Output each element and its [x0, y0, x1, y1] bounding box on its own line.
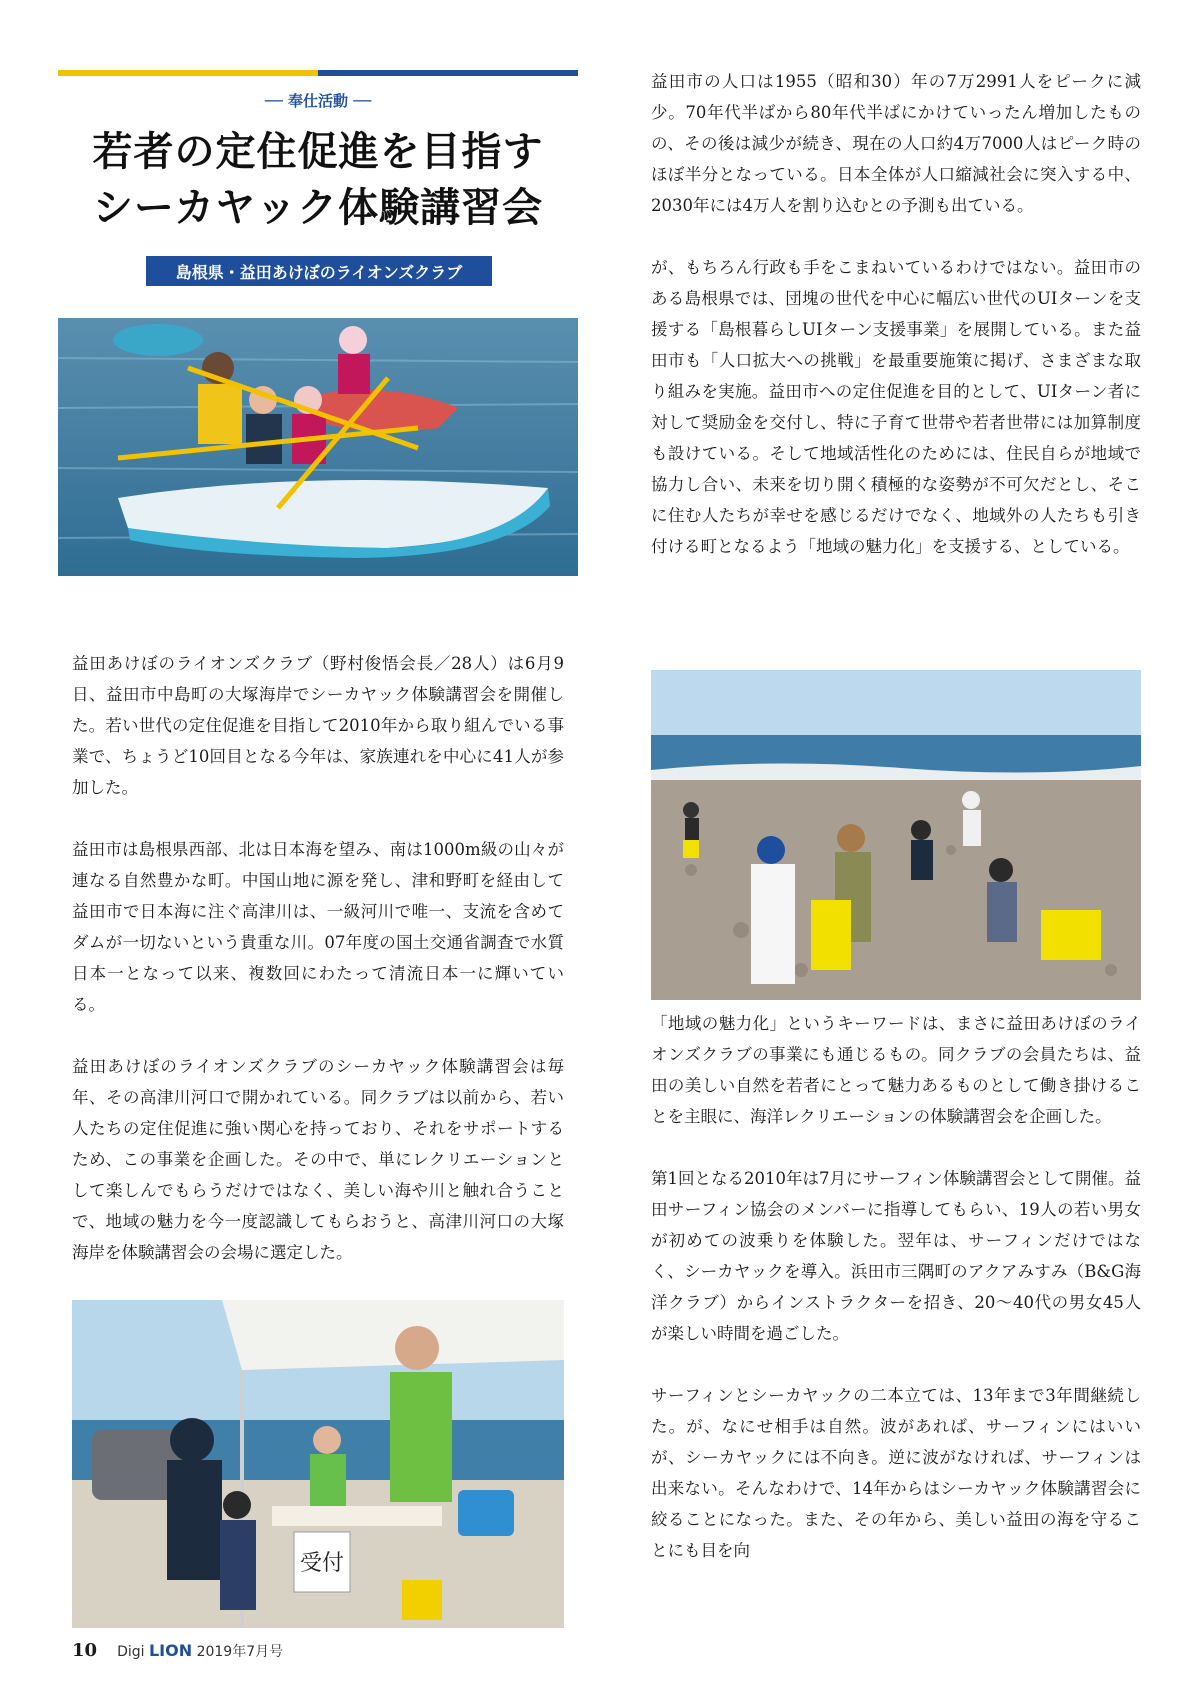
reception-tent-photo — [72, 1300, 564, 1628]
article-title — [58, 124, 578, 236]
paragraph: 益田市は島根県西部、北は日本海を望み、南は1000m級の山々が連なる自然豊かな町。中国山地に源を発し、津和野町を経由して益田市で日本海に注ぐ高津川は、一級河川で唯一、支流を含めてダムが一切ないという貴重な川。07年度の国土交通省調査で水質日本一となって以来、複数回にわたって清流日本一に輝いている。 — [72, 840, 564, 1014]
left-article-column — [72, 648, 564, 1268]
title-line-1: 若者の定住促進を目指す — [92, 128, 544, 175]
right-article-column-top — [651, 66, 1141, 562]
magazine-title: LION — [148, 1641, 193, 1660]
page-number: 10 — [72, 1640, 98, 1661]
kayak-photo — [58, 318, 578, 576]
magazine-prefix: Digi — [117, 1644, 145, 1660]
header-color-bar — [58, 70, 578, 76]
reception-sign: 受付 — [299, 1551, 345, 1576]
paragraph: 益田市の人口は1955（昭和30）年の7万2991人をピークに減少。70年代半ばから80年代半ばにかけていったん増加したものの、その後は減少が続き、現在の人口約4万7000人はピーク時のほぼ半分となっている。日本全体が人口縮減社会に突入する中、2030年には4万人を割り込むとの予測も出ている。 — [651, 72, 1141, 215]
section-kicker: ── 奉仕活動 ── — [264, 92, 372, 110]
paragraph: 第1回となる2010年は7月にサーフィン体験講習会として開催。益田サーフィン協会のメンバーに指導してもらい、19人の若い男女が初めての波乗りを体験した。翌年は、サーフィンだけではなく、シーカヤックを導入。浜田市三隅町のアクアみすみ（B&G海洋クラブ）からインストラクターを招き、20～40代の男女45人が楽しい時間を過ごした。 — [651, 1169, 1141, 1343]
paragraph: 益田あけぼのライオンズクラブ（野村俊悟会長／28人）は6月9日、益田市中島町の大塚海岸でシーカヤック体験講習会を開催した。若い世代の定住促進を目指して2010年から取り組んでいる事業で、ちょうど10回目となる今年は、家族連れを中心に41人が参加した。 — [72, 654, 564, 797]
right-article-column-bottom — [651, 1008, 1141, 1566]
paragraph: 「地域の魅力化」というキーワードは、まさに益田あけぼのライオンズクラブの事業にも通じるもの。同クラブの会員たちは、益田の美しい自然を若者にとって魅力あるものとして働き掛けることを主眼に、海洋レクリエーションの体験講習会を企画した。 — [651, 1014, 1141, 1126]
paragraph: サーフィンとシーカヤックの二本立ては、13年まで3年間継続した。が、なにせ相手は自然。波があれば、サーフィンにはいいが、シーカヤックには不向き。逆に波がなければ、サーフィンは出来ない。そんなわけで、14年からはシーカヤック体験講習会に絞ることになった。また、その年から、美しい益田の海を守ることにも目を向 — [651, 1386, 1141, 1560]
beach-cleanup-photo — [651, 670, 1141, 1000]
page-footer — [72, 1640, 283, 1661]
title-line-2: シーカヤック体験講習会 — [92, 184, 544, 231]
club-name-badge: 島根県・益田あけぼのライオンズクラブ — [146, 256, 492, 286]
magazine-name — [117, 1641, 283, 1661]
paragraph: が、もちろん行政も手をこまねいているわけではない。益田市のある島根県では、団塊の世代を中心に幅広い世代のUIターンを支援する「島根暮らしUIターン支援事業」を展開している。また益田市も「人口拡大への挑戦」を最重要施策に掲げ、さまざまな取り組みを実施。益田市への定住促進を目的として、UIターン者に対して奨励金を交付し、特に子育て世帯や若者世帯には加算制度も設けている。そして地域活性化のためには、住民自らが地域で協力し合い、未来を切り開く積極的な姿勢が不可欠だとし、そこに住む人たちが幸せを感じるだけでなく、地域外の人たちも引き付ける町となるよう「地域の魅力化」を支援する、としている。 — [651, 258, 1141, 556]
paragraph: 益田あけぼのライオンズクラブのシーカヤック体験講習会は毎年、その高津川河口で開かれている。同クラブは以前から、若い人たちの定住促進に強い関心を持っており、それをサポートするため、この事業を企画した。その中で、単にレクリエーションとして楽しんでもらうだけではなく、美しい海や川と触れ合うことで、地域の魅力を今一度認識してもらおうと、高津川河口の大塚海岸を体験講習会の会場に選定した。 — [72, 1057, 564, 1262]
issue-date: 2019年7月号 — [196, 1644, 284, 1660]
